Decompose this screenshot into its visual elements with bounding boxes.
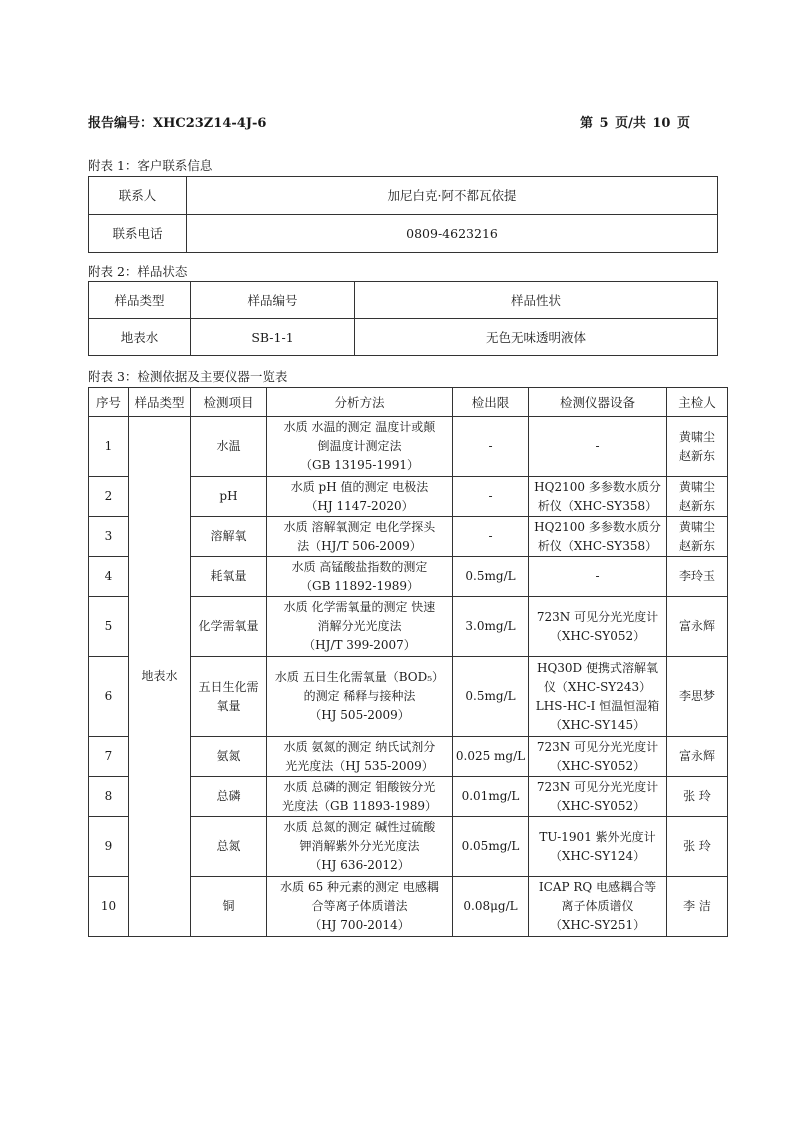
- instrument: [529, 657, 667, 737]
- analysis-method: [267, 417, 453, 477]
- instrument-line: 仪（XHC-SY243）: [543, 679, 652, 694]
- test-item-line: 氧量: [216, 698, 241, 713]
- instrument: [529, 597, 667, 657]
- row-number: 9: [89, 817, 129, 877]
- table-row: [89, 215, 718, 253]
- inspector-name: 黄啸尘: [678, 479, 715, 494]
- inspector-name: 赵新东: [678, 448, 715, 463]
- inspector: [667, 557, 728, 597]
- inspector-name: 李 洁: [683, 899, 711, 913]
- table-row: [89, 177, 718, 215]
- test-item: 化学需氧量: [191, 597, 267, 657]
- row-number: 10: [89, 877, 129, 937]
- column-header: 样品编号: [191, 282, 355, 319]
- row-number: 8: [89, 777, 129, 817]
- table-row: [89, 319, 718, 356]
- instrument: [529, 557, 667, 597]
- inspector: [667, 817, 728, 877]
- method-line: 消解分光光度法: [317, 619, 402, 633]
- instrument-line: -: [595, 439, 600, 453]
- method-line: 法（HJ/T 506-2009）: [297, 538, 422, 553]
- instrument-line: 析仪（XHC-SY358）: [537, 498, 658, 513]
- method-line: （GB 11892-1989）: [300, 578, 419, 593]
- test-item: 铜: [191, 877, 267, 937]
- detection-limit: 0.05mg/L: [453, 817, 529, 877]
- row-number: 6: [89, 657, 129, 737]
- column-header: 样品类型: [89, 282, 191, 319]
- method-line: （HJ 700-2014）: [309, 918, 410, 932]
- method-line: （HJ 636-2012）: [309, 858, 410, 872]
- inspector-name: 赵新东: [678, 498, 715, 513]
- detection-limit: 0.5mg/L: [453, 657, 529, 737]
- instrument-line: （XHC-SY251）: [549, 918, 646, 932]
- method-line: 钾消解紫外分光光度法: [299, 839, 420, 853]
- inspector: [667, 777, 728, 817]
- inspector-name: 张 玲: [683, 839, 711, 853]
- analysis-method: [267, 477, 453, 517]
- sample-table: [88, 281, 718, 356]
- method-line: 水质 总氮的测定 碱性过硫酸: [283, 820, 436, 834]
- method-line: 水质 氨氮的测定 纳氏试剂分: [283, 739, 436, 754]
- column-header: 主检人: [667, 388, 728, 417]
- test-item: 溶解氧: [191, 517, 267, 557]
- instrument-line: HQ2100 多参数水质分: [534, 479, 661, 494]
- test-item-line: 五日生化需: [198, 679, 259, 694]
- instrument: [529, 877, 667, 937]
- inspector: [667, 417, 728, 477]
- analysis-method: [267, 557, 453, 597]
- inspector-name: 黄啸尘: [678, 519, 715, 534]
- instrument-line: 723N 可见分光光度计: [536, 609, 659, 624]
- column-header: 检出限: [453, 388, 529, 417]
- instrument-line: 离子体质谱仪: [561, 899, 634, 913]
- sample-appearance: 无色无味透明液体: [355, 319, 718, 356]
- inspector: [667, 737, 728, 777]
- method-line: 光度法（GB 11893-1989）: [282, 798, 437, 813]
- instrument: [529, 517, 667, 557]
- detection-limit: 3.0mg/L: [453, 597, 529, 657]
- method-line: 合等离子体质谱法: [311, 899, 408, 913]
- method-line: 光光度法（HJ 535-2009）: [285, 758, 434, 773]
- instrument: [529, 417, 667, 477]
- contact-value: 0809-4623216: [187, 215, 718, 253]
- table-row: [89, 417, 728, 477]
- detection-limit: 0.5mg/L: [453, 557, 529, 597]
- instrument-line: （XHC-SY052）: [549, 758, 646, 773]
- instrument-line: HQ30D 便携式溶解氧: [536, 660, 658, 675]
- inspector-name: 富永辉: [678, 619, 715, 633]
- contact-caption: 附表 1：客户联系信息: [88, 158, 213, 173]
- method-line: 水质 65 种元素的测定 电感耦: [280, 880, 439, 894]
- contact-label: 联系电话: [89, 215, 187, 253]
- method-line: 的测定 稀释与接种法: [303, 689, 416, 703]
- inspector-name: 张 玲: [683, 789, 711, 803]
- detection-limit: 0.025 mg/L: [453, 737, 529, 777]
- method-line: （HJ 505-2009）: [309, 708, 410, 722]
- test-item: [191, 657, 267, 737]
- contact-table: [88, 176, 718, 253]
- methods-body: [89, 417, 728, 937]
- instrument: [529, 817, 667, 877]
- instrument-line: 723N 可见分光光度计: [536, 739, 659, 754]
- table-header-row: [89, 388, 728, 417]
- methods-table: [88, 387, 728, 937]
- sample-type-cell: 地表水: [129, 417, 191, 937]
- test-item: 总氮: [191, 817, 267, 877]
- page-indicator: 第 5 页/共 10 页: [580, 116, 690, 131]
- analysis-method: [267, 877, 453, 937]
- method-line: 水质 化学需氧量的测定 快速: [283, 600, 436, 614]
- test-item: pH: [191, 477, 267, 517]
- detection-limit: -: [453, 477, 529, 517]
- test-item: 耗氧量: [191, 557, 267, 597]
- inspector-name: 黄啸尘: [678, 429, 715, 444]
- test-item: 氨氮: [191, 737, 267, 777]
- row-number: 3: [89, 517, 129, 557]
- methods-caption: 附表 3：检测依据及主要仪器一览表: [88, 369, 288, 384]
- inspector: [667, 657, 728, 737]
- instrument-line: 析仪（XHC-SY358）: [537, 538, 658, 553]
- method-line: 倒温度计测定法: [317, 439, 402, 453]
- instrument-line: LHS-HC-I 恒温恒湿箱: [535, 698, 660, 713]
- contact-label: 联系人: [89, 177, 187, 215]
- test-item: 总磷: [191, 777, 267, 817]
- inspector-name: 李玲玉: [678, 569, 715, 583]
- analysis-method: [267, 737, 453, 777]
- detection-limit: -: [453, 517, 529, 557]
- instrument-line: HQ2100 多参数水质分: [534, 519, 661, 534]
- inspector-name: 赵新东: [678, 538, 715, 553]
- method-line: 水质 五日生化需氧量（BOD₅）: [274, 670, 445, 684]
- sample-caption: 附表 2：样品状态: [88, 264, 188, 279]
- detection-limit: 0.01mg/L: [453, 777, 529, 817]
- row-number: 5: [89, 597, 129, 657]
- instrument-line: （XHC-SY124）: [549, 848, 646, 863]
- instrument-line: TU-1901 紫外光度计: [539, 829, 656, 844]
- inspector: [667, 597, 728, 657]
- instrument: [529, 777, 667, 817]
- detection-limit: -: [453, 417, 529, 477]
- inspector: [667, 477, 728, 517]
- row-number: 4: [89, 557, 129, 597]
- analysis-method: [267, 657, 453, 737]
- column-header: 样品类型: [129, 388, 191, 417]
- row-number: 7: [89, 737, 129, 777]
- inspector: [667, 877, 728, 937]
- column-header: 检测项目: [191, 388, 267, 417]
- instrument-line: （XHC-SY145）: [549, 717, 646, 732]
- method-line: 水质 总磷的测定 钼酸铵分光: [283, 779, 436, 794]
- instrument-line: 723N 可见分光光度计: [536, 779, 659, 794]
- column-header: 检测仪器设备: [529, 388, 667, 417]
- method-line: 水质 水温的测定 温度计或颠: [283, 420, 436, 434]
- test-item: 水温: [191, 417, 267, 477]
- analysis-method: [267, 817, 453, 877]
- row-number: 2: [89, 477, 129, 517]
- report-number: 报告编号：XHC23Z14-4J-6: [88, 116, 267, 131]
- instrument-line: （XHC-SY052）: [549, 798, 646, 813]
- detection-limit: 0.08μg/L: [453, 877, 529, 937]
- instrument-line: -: [595, 569, 600, 583]
- instrument: [529, 477, 667, 517]
- contact-value: 加尼白克·阿不都瓦依提: [187, 177, 718, 215]
- method-line: 水质 pH 值的测定 电极法: [290, 479, 429, 494]
- method-line: 水质 溶解氧测定 电化学探头: [283, 519, 436, 534]
- table-header-row: [89, 282, 718, 319]
- row-number: 1: [89, 417, 129, 477]
- inspector-name: 富永辉: [678, 749, 715, 763]
- instrument-line: （XHC-SY052）: [549, 628, 646, 643]
- analysis-method: [267, 517, 453, 557]
- sample-id: SB-1-1: [191, 319, 355, 356]
- method-line: （HJ 1147-2020）: [305, 498, 414, 513]
- instrument: [529, 737, 667, 777]
- analysis-method: [267, 597, 453, 657]
- column-header: 样品性状: [355, 282, 718, 319]
- sample-type: 地表水: [89, 319, 191, 356]
- inspector: [667, 517, 728, 557]
- analysis-method: [267, 777, 453, 817]
- method-line: （GB 13195-1991）: [300, 458, 419, 472]
- method-line: （HJ/T 399-2007）: [303, 638, 416, 652]
- instrument-line: ICAP RQ 电感耦合等: [538, 880, 657, 894]
- inspector-name: 李思梦: [678, 689, 715, 703]
- method-line: 水质 高锰酸盐指数的测定: [291, 559, 428, 574]
- column-header: 序号: [89, 388, 129, 417]
- column-header: 分析方法: [267, 388, 453, 417]
